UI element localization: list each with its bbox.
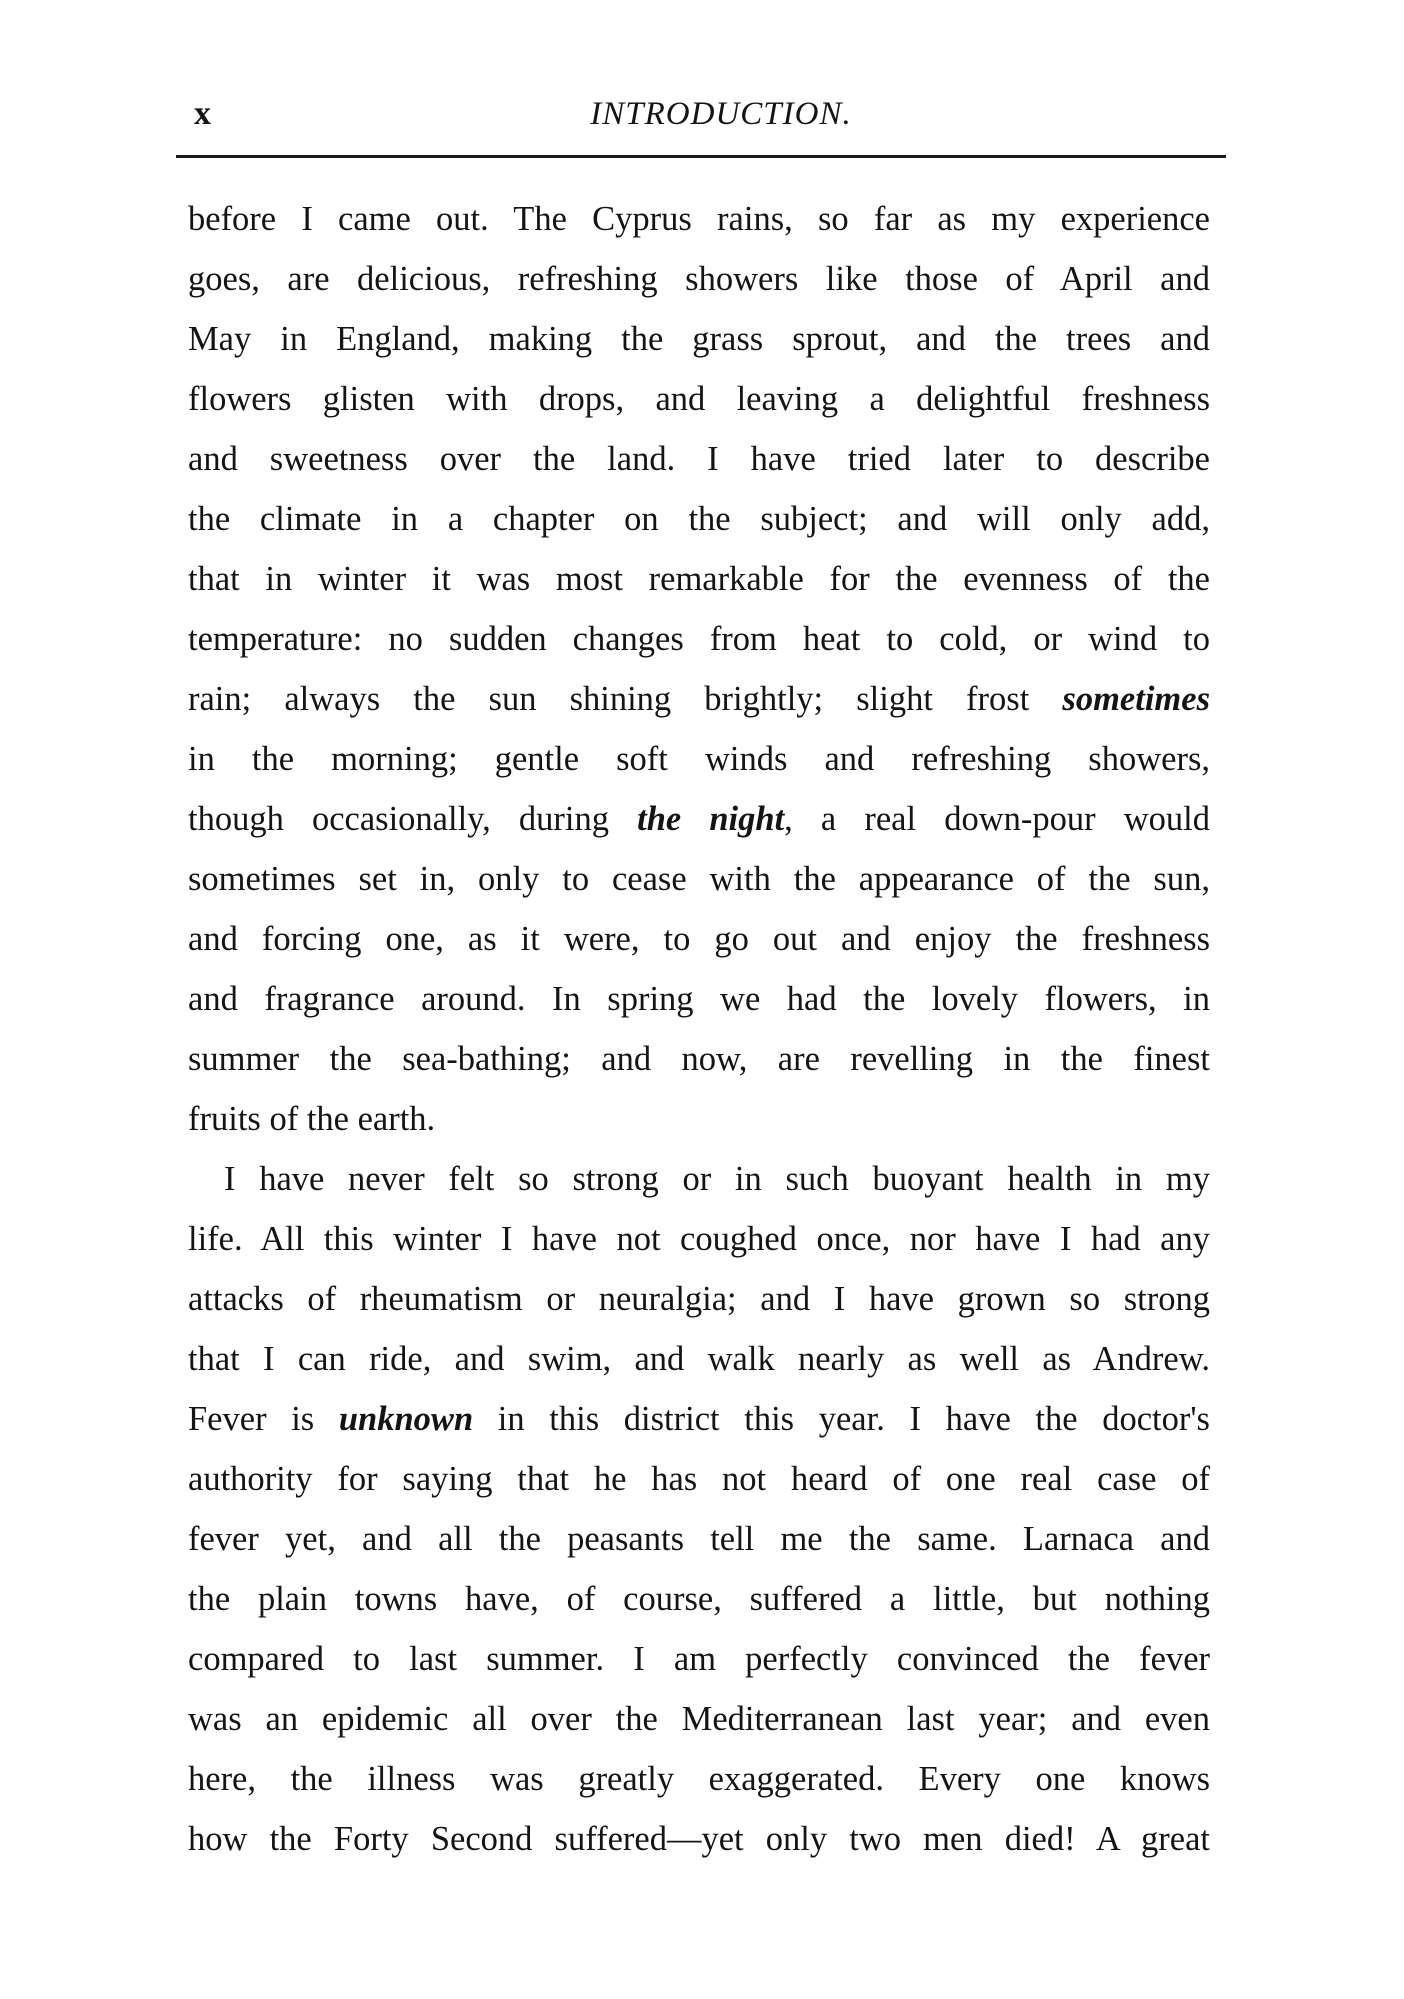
text-run: before I came out. The Cyprus rains, so far as my experience: [188, 200, 1210, 238]
text-run: temperature: no sudden changes from heat to cold, or wind to: [188, 620, 1210, 658]
text-line: [188, 1089, 1210, 1149]
text-line: [188, 369, 1210, 429]
text-line: [188, 849, 1210, 909]
text-run: and fragrance around. In spring we had the lovely flowers, in: [188, 980, 1210, 1018]
text-line: [188, 309, 1210, 369]
text-line: [188, 1509, 1210, 1569]
paragraph: [188, 189, 1210, 1149]
page-header: [176, 92, 1226, 136]
text-run: life. All this winter I have not coughed once, nor have I had any: [188, 1220, 1210, 1258]
text-line: [188, 429, 1210, 489]
text-line: [188, 1389, 1210, 1449]
text-run: Fever is: [188, 1400, 339, 1438]
text-run: the plain towns have, of course, suffered a little, but nothing: [188, 1580, 1210, 1618]
text-line: [188, 1029, 1210, 1089]
text-line: [188, 969, 1210, 1029]
emphasis-text: sometimes: [1062, 680, 1210, 718]
text-run: rain; always the sun shining brightly; slight frost: [188, 680, 1063, 718]
text-line: [188, 249, 1210, 309]
emphasis-text: unknown: [338, 1400, 474, 1438]
text-run: I have never felt so strong or in such buoyant health in my: [224, 1160, 1210, 1198]
text-run: that in winter it was most remarkable for the evenness of the: [188, 560, 1210, 598]
text-run: was an epidemic all over the Mediterranean last year; and even: [188, 1700, 1210, 1738]
text-line: [188, 1209, 1210, 1269]
text-run: , a real down-pour would: [784, 800, 1210, 838]
text-run: sometimes set in, only to cease with the appearance of the sun,: [188, 860, 1210, 898]
text-line: [188, 789, 1210, 849]
text-run: in this district this year. I have the doctor's: [473, 1400, 1210, 1438]
paragraph: [188, 1149, 1210, 1869]
text-line: [188, 729, 1210, 789]
text-run: authority for saying that he has not heard of one real case of: [188, 1460, 1210, 1498]
body-text: [188, 189, 1210, 1869]
text-run: May in England, making the grass sprout, and the trees and: [188, 320, 1210, 358]
text-line: [188, 1569, 1210, 1629]
text-line: [188, 1809, 1210, 1869]
text-line: [188, 669, 1210, 729]
text-run: how the Forty Second suffered—yet only two men died! A great: [188, 1820, 1210, 1858]
text-line: [188, 1269, 1210, 1329]
text-run: and forcing one, as it were, to go out and enjoy the freshness: [188, 920, 1210, 958]
text-line: [188, 1449, 1210, 1509]
text-run: goes, are delicious, refreshing showers like those of April and: [188, 260, 1210, 298]
text-run: that I can ride, and swim, and walk nearly as well as Andrew.: [188, 1340, 1210, 1378]
text-run: flowers glisten with drops, and leaving a delightful freshness: [188, 380, 1210, 418]
running-title: INTRODUCTION.: [590, 96, 852, 132]
header-rule: [176, 155, 1226, 158]
text-line: [188, 1329, 1210, 1389]
text-line: [188, 1749, 1210, 1809]
text-run: compared to last summer. I am perfectly convinced the fever: [188, 1640, 1210, 1678]
text-run: summer the sea-bathing; and now, are revelling in the finest: [188, 1040, 1210, 1078]
text-line: [188, 909, 1210, 969]
text-run: fever yet, and all the peasants tell me the same. Larnaca and: [188, 1520, 1210, 1558]
text-run: fruits of the earth.: [188, 1100, 436, 1138]
text-run: though occasionally, during: [188, 800, 638, 838]
text-line: [188, 1629, 1210, 1689]
text-run: the climate in a chapter on the subject; and will only add,: [188, 500, 1210, 538]
text-line: [188, 549, 1210, 609]
text-line: [188, 489, 1210, 549]
text-run: attacks of rheumatism or neuralgia; and I have grown so strong: [188, 1280, 1210, 1318]
text-line: [188, 1149, 1210, 1209]
text-line: [188, 609, 1210, 669]
text-run: in the morning; gentle soft winds and refreshing showers,: [188, 740, 1210, 778]
page-number: x: [194, 95, 211, 132]
text-line: [188, 189, 1210, 249]
text-run: and sweetness over the land. I have tried later to describe: [188, 440, 1210, 478]
text-line: [188, 1689, 1210, 1749]
text-run: here, the illness was greatly exaggerated. Every one knows: [188, 1760, 1210, 1798]
emphasis-text: the night: [637, 800, 785, 838]
